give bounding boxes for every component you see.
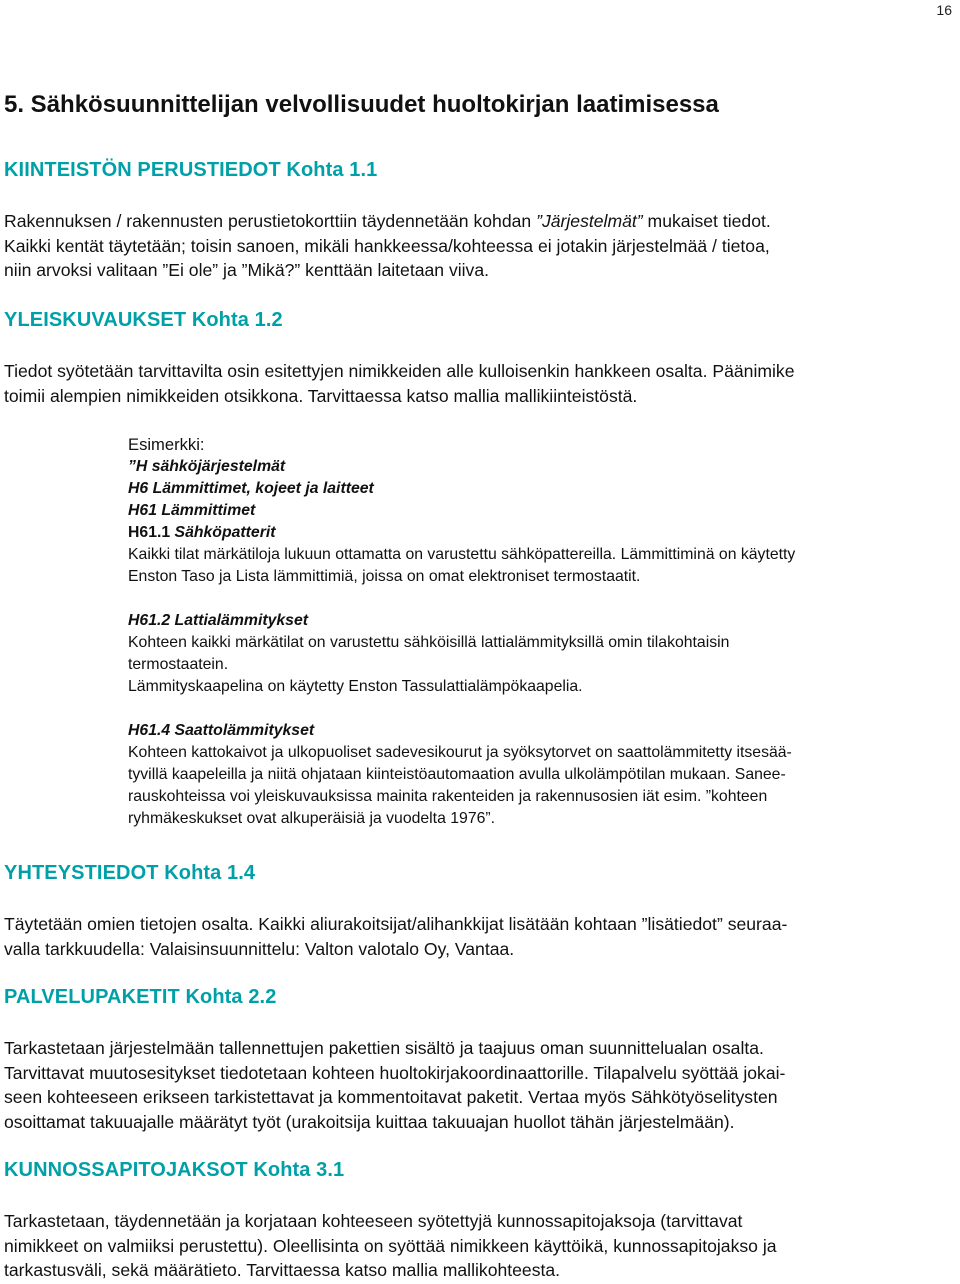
- text-line: toimii alempien nimikkeiden otsikkona. Tarvittaessa katso mallia mallikiinteistöstä.: [4, 385, 638, 406]
- example-label: Esimerkki:: [128, 435, 205, 454]
- text-line: Täytetään omien tietojen osalta. Kaikki aliurakoitsijat/alihankkijat lisätään kohtaan ”lisätiedot” seuraa-: [4, 914, 788, 934]
- text-run: Sähköpatterit: [174, 524, 276, 541]
- example-text: rauskohteissa voi yleiskuvauksissa mainita rakenteiden ja rakennusosien iät esim. ”kohteen: [128, 788, 768, 805]
- example-heading-h: ”H sähköjärjestelmät: [128, 458, 286, 475]
- spacer: [128, 698, 948, 720]
- example-heading-h61-2: H61.2 Lattialämmitykset: [128, 612, 308, 629]
- text-line: Tarkastetaan, täydennetään ja korjataan kohteeseen syötettyjä kunnossapitojaksoja (tarvittavat: [4, 1211, 743, 1231]
- section-heading-yhteystiedot: YHTEYSTIEDOT Kohta 1.4: [4, 862, 256, 884]
- example-text: termostaatein.: [128, 656, 229, 673]
- example-text: Kaikki tilat märkätiloja lukuun ottamatta on varustettu sähköpattereilla. Lämmittiminä on käytetty: [128, 546, 796, 563]
- paragraph-kunnossapitojaksot: [4, 1209, 950, 1283]
- text-run: H61.1: [128, 524, 175, 541]
- text-run: Rakennuksen / rakennusten perustietokorttiin täydennetään kohdan: [4, 211, 537, 231]
- paragraph-yhteystiedot: [4, 912, 950, 961]
- example-text: Lämmityskaapelina on käytetty Enston Tassulattialämpökaapelia.: [128, 678, 583, 695]
- paragraph-yleiskuvaukset: [4, 359, 950, 408]
- section-heading-kiinteiston-perustiedot: KIINTEISTÖN PERUSTIEDOT Kohta 1.1: [4, 159, 378, 181]
- text-line: tarkastusväli, sekä määrätieto. Tarvittaessa katso mallia mallikohteesta.: [4, 1260, 561, 1280]
- spacer: [128, 588, 948, 610]
- example-block: [128, 434, 948, 830]
- section-heading-palvelupaketit: PALVELUPAKETIT Kohta 2.2: [4, 986, 277, 1008]
- section-heading-kunnossapitojaksot: KUNNOSSAPITOJAKSOT Kohta 3.1: [4, 1159, 345, 1181]
- text-line: [4, 209, 950, 234]
- text-line: Tiedot syötetään tarvittavilta osin esitettyjen nimikkeiden alle kulloisenkin hankkeen osalta. Päänimike: [4, 361, 795, 381]
- text-line: seen kohteeseen erikseen tarkistettavat ja kommentoitavat paketit. Vertaa myös Sähkötyöselitysten: [4, 1087, 778, 1107]
- paragraph-palvelupaketit: [4, 1036, 950, 1134]
- example-heading-h6: H6 Lämmittimet, kojeet ja laitteet: [128, 480, 374, 497]
- text-line: niin arvoksi valitaan ”Ei ole” ja ”Mikä?” kenttään laitetaan viiva.: [4, 260, 490, 280]
- page-title: 5. Sähkösuunnittelijan velvollisuudet huoltokirjan laatimisessa: [4, 91, 719, 118]
- text-line: osoittamat takuuajalle määrätyt työt (urakoitsija kuittaa takuuajan huollot tähän järjestelmään).: [4, 1111, 735, 1132]
- example-text: tyvillä kaapeleilla ja niitä ohjataan kiinteistöautomaation avulla ulkolämpötilan mukaan. Sanee-: [128, 766, 786, 783]
- example-text: Kohteen kaikki märkätilat on varustettu sähköisillä lattialämmityksillä omin tilakohtaisin: [128, 634, 730, 651]
- text-run: mukaiset tiedot.: [642, 211, 771, 231]
- text-line: Tarkastetaan järjestelmään tallennettujen pakettien sisältö ja taajuus oman suunnittelualan osalta.: [4, 1038, 764, 1058]
- paragraph-kiinteiston-perustiedot: [4, 209, 950, 283]
- text-line: valla tarkkuudella: Valaisinsuunnittelu: Valton valotalo Oy, Vantaa.: [4, 938, 515, 959]
- page-number: 16: [936, 2, 952, 18]
- example-text: ryhmäkeskukset ovat alkuperäisiä ja vuodelta 1976”.: [128, 810, 496, 827]
- example-heading-h61-1: [128, 522, 948, 544]
- example-text: Enston Taso ja Lista lämmittimiä, joissa on omat elektroniset termostaatit.: [128, 568, 641, 585]
- example-heading-h61-4: H61.4 Saattolämmitykset: [128, 722, 315, 739]
- text-line: Kaikki kentät täytetään; toisin sanoen, mikäli hankkeessa/kohteessa ei jotakin järjestelmää / tietoa,: [4, 235, 770, 256]
- text-line: Tarvittavat muutosesitykset tiedotetaan kohteen huoltokirjakoordinaattorille. Tilapalvelu syöttää jokai-: [4, 1062, 786, 1083]
- example-heading-h61: H61 Lämmittimet: [128, 502, 256, 519]
- italic-term: ”Järjestelmät”: [536, 211, 643, 231]
- section-heading-yleiskuvaukset: YLEISKUVAUKSET Kohta 1.2: [4, 309, 283, 331]
- example-text: Kohteen kattokaivot ja ulkopuoliset sadevesikourut ja syöksytorvet on saattolämmitetty itsesää-: [128, 744, 792, 761]
- text-line: nimikkeet on valmiiksi perustettu). Oleellisinta on syöttää nimikkeen käyttöikä, kunnossapitojakso ja: [4, 1235, 777, 1256]
